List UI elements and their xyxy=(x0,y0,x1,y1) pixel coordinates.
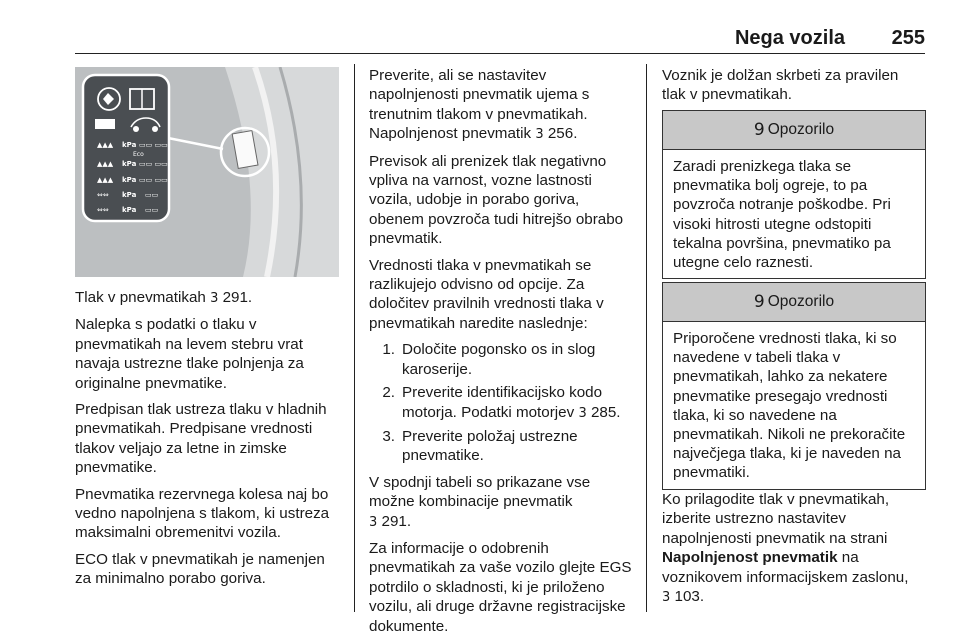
page-reference-link[interactable]: 285. xyxy=(590,403,621,421)
list-item: 2. Preverite identifikacijsko kodo motorja. Podatki motorjev 3 285. xyxy=(382,384,621,421)
page-number: 255 xyxy=(891,27,925,49)
paragraph: Predpisan tlak ustreza tlaku v hladnih pnevmatikah. Predpisane vrednosti tlakov veljajo za letne in zimske pnevmatike. xyxy=(75,401,327,477)
figure-caption: Tlak v pnevmatikah 3 291. xyxy=(75,289,253,306)
page-reference-link[interactable]: 291. xyxy=(381,512,412,530)
svg-text:⇔⇔: ⇔⇔ xyxy=(97,206,109,214)
warning-title: Opozorilo xyxy=(767,121,835,138)
warning-box xyxy=(662,110,926,279)
svg-text:▭▭ ▭▭: ▭▭ ▭▭ xyxy=(139,160,168,168)
warning-header xyxy=(663,283,925,322)
paragraph: Pnevmatika rezervnega kolesa naj bo vedno napolnjena s tlakom, ki ustreza maksimalni obremenitvi vozila. xyxy=(75,485,330,542)
page-reference-link[interactable]: 291. xyxy=(222,289,253,306)
warning-header xyxy=(663,111,925,150)
svg-text:▲▲▲: ▲▲▲ xyxy=(97,176,114,184)
tyre-pressure-label-figure xyxy=(75,67,339,277)
paragraph: Voznik je dolžan skrbeti za pravilen tlak v pnevmatikah. xyxy=(662,67,899,104)
page-header xyxy=(75,24,925,54)
list-item: 1. Določite pogonsko os in slog karoserije. xyxy=(382,341,596,378)
column-divider xyxy=(354,64,355,612)
warning-triangle-icon: 9 xyxy=(753,120,765,140)
svg-text:kPa: kPa xyxy=(122,176,137,184)
door-pillar-illustration xyxy=(75,67,339,277)
svg-text:▭▭: ▭▭ xyxy=(145,191,159,199)
page-reference-link[interactable]: 103. xyxy=(674,588,705,606)
column-1 xyxy=(75,288,345,596)
svg-text:▲▲▲: ▲▲▲ xyxy=(97,160,114,168)
column-3-intro xyxy=(662,66,926,112)
reference-icon: 3 xyxy=(662,590,671,606)
page-reference-link[interactable]: 256. xyxy=(547,125,578,143)
svg-text:▭▭ ▭▭: ▭▭ ▭▭ xyxy=(139,176,168,184)
menu-name: Napolnjenost pnevmatik xyxy=(662,549,838,567)
label-unit: kPa xyxy=(122,141,137,149)
svg-text:kPa: kPa xyxy=(122,206,137,214)
reference-icon: 3 xyxy=(210,291,219,306)
warning-box xyxy=(662,282,926,490)
label-eco: Eco xyxy=(133,151,144,158)
svg-text:▭▭ ▭▭: ▭▭ ▭▭ xyxy=(139,141,168,149)
reference-icon: 3 xyxy=(578,405,587,421)
paragraph: ECO tlak v pnevmatikah je namenjen za minimalno porabo goriva. xyxy=(75,550,325,588)
paragraph: Za informacije o odobrenih pnevmatikah za vaše vozilo glejte EGS potrdilo o skladnosti, ki je priloženo vozilu, ali druge državne registracijske dokumente. xyxy=(369,539,632,635)
paragraph: Vrednosti tlaka v pnevmatikah se razlikujejo odvisno od opcije. Za določitev pravilnih vrednosti tlaka v pnevmatikah naredite naslednje: xyxy=(369,256,604,332)
svg-text:▭▭: ▭▭ xyxy=(145,206,159,214)
header-rule xyxy=(75,53,925,54)
list-item: 3. Preverite položaj ustrezne pnevmatike. xyxy=(382,427,578,465)
column-3-outro xyxy=(662,490,926,614)
warning-text: Zaradi prenizkega tlaka se pnevmatika bolj ogreje, to pa povzroča notranje poškodbe. Pri visoki hitrosti utegne odstopiti tekalna površina, pnevmatiko pa utegne celo raznesti. xyxy=(673,158,891,272)
paragraph: V spodnji tabeli so prikazane vse možne kombinacije pnevmatik 3 291. xyxy=(369,473,591,530)
svg-text:kPa: kPa xyxy=(122,160,137,168)
reference-icon: 3 xyxy=(535,127,544,143)
svg-text:⇔⇔: ⇔⇔ xyxy=(97,191,109,199)
steps-list xyxy=(369,340,635,465)
paragraph: Previsok ali prenizek tlak negativno vpliva na varnost, vozne lastnosti vozila, udobje in porabo goriva, obenem povzroča tudi hitrejšo obrabo pnevmatik. xyxy=(369,152,624,248)
svg-text:kPa: kPa xyxy=(122,191,137,199)
warning-triangle-icon: 9 xyxy=(753,292,765,312)
warning-title: Opozorilo xyxy=(767,293,835,310)
paragraph: Ko prilagodite tlak v pnevmatikah, izberite ustrezno nastavitev napolnjenosti pnevmatik na strani Napolnjenost pnevmatik na voznikovem informacijskem zaslonu, 3 103. xyxy=(662,491,909,606)
paragraph: Preverite, ali se nastavitev napolnjenosti pnevmatik ujema s trenutnim tlakom v pnevmatikah. Napolnjenost pnevmatik 3 256. xyxy=(369,67,590,143)
header-title: Nega vozila xyxy=(734,27,845,49)
column-divider xyxy=(646,64,647,612)
column-2 xyxy=(369,66,635,643)
paragraph: Nalepka s podatki o tlaku v pnevmatikah na levem stebru vrat navaja ustrezne tlake polnjenja za originalne pnevmatike. xyxy=(75,316,304,392)
svg-text:▲▲▲: ▲▲▲ xyxy=(97,141,114,149)
reference-icon: 3 xyxy=(369,514,378,530)
warning-text: Priporočene vrednosti tlaka, ki so navedene v tabeli tlaka v pnevmatikah, lahko za nekatere pnevmatike presegajo vrednosti tlaka, ki so navedene na pnevmatikah. Nikoli ne prekoračite največjega tlaka, ki je naveden na pnevmatiki. xyxy=(673,330,906,482)
